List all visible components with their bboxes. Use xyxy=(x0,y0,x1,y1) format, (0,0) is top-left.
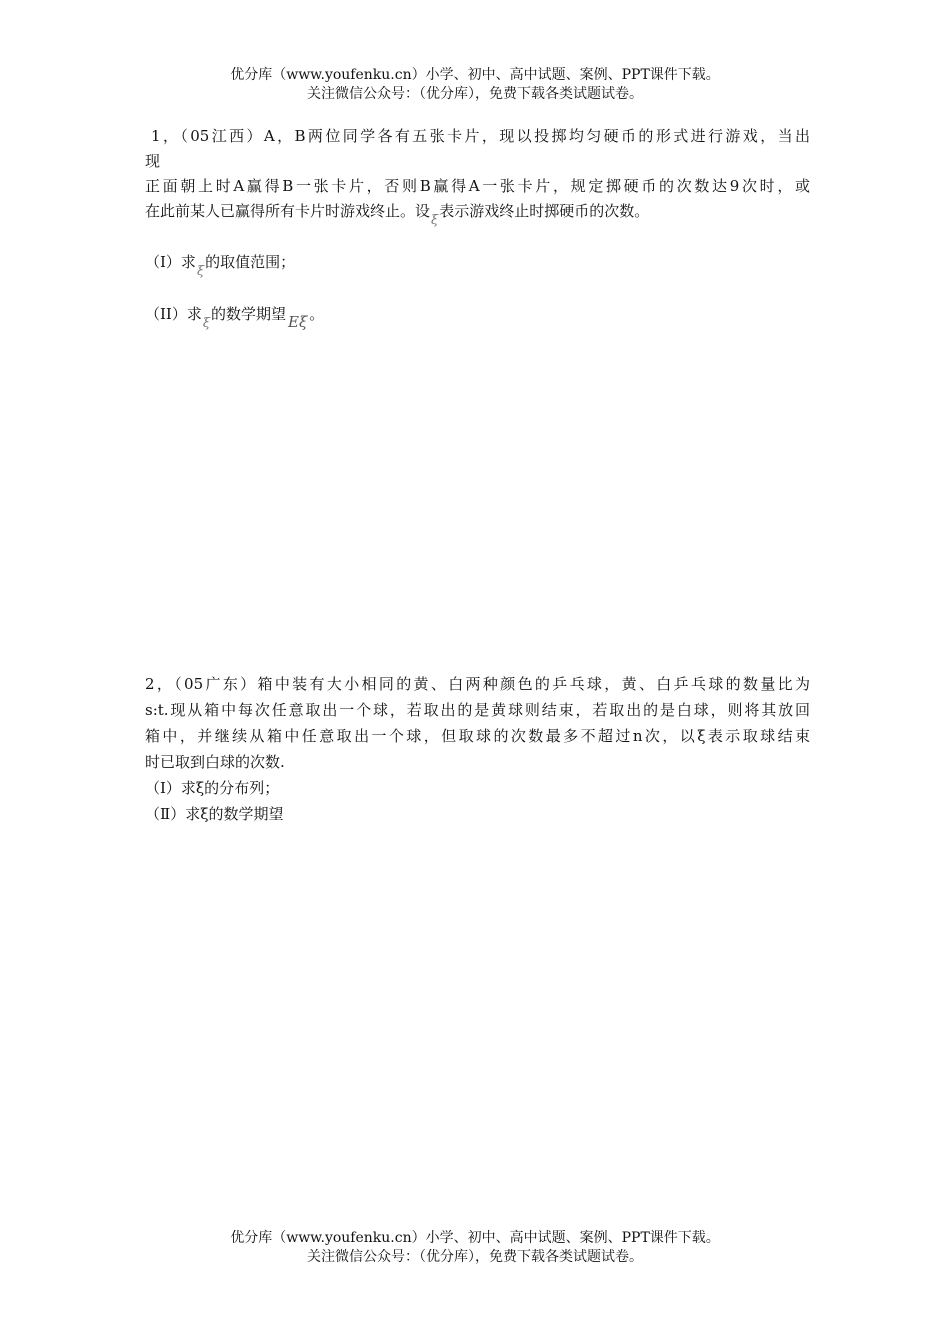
question-1-part-1-line xyxy=(145,250,810,279)
expectation-symbol: Eξ xyxy=(288,313,308,331)
part-2-end: 。 xyxy=(309,305,325,323)
xi-symbol: ξ xyxy=(196,264,205,279)
header-line-2: 关注微信公众号：（优分库），免费下载各类试题试卷。 xyxy=(307,86,643,102)
question-1-part-2 xyxy=(145,302,810,331)
question-1 xyxy=(145,124,810,228)
part-1-text: 的取值范围； xyxy=(205,253,296,271)
question-2-line-1: 2，（05广东）箱中装有大小相同的黄、白两种颜色的乒乓球，黄、白乒乓球的数量比为 xyxy=(145,675,810,693)
page-header xyxy=(0,66,950,104)
part-1-label: （I）求 xyxy=(145,253,196,271)
header-line-1: 优分库（www.youfenku.cn）小学、初中、高中试题、案例、PPT课件下载。 xyxy=(230,67,720,83)
question-1-line-4 xyxy=(145,199,810,228)
part-2-label: （II）求 xyxy=(145,305,202,323)
question-1-part-2-line xyxy=(145,302,810,331)
question-2-part-1: （Ⅰ）求ξ的分布列； xyxy=(145,779,280,797)
question-2-line-4: 时已取到白球的次数. xyxy=(145,753,285,771)
xi-symbol: ξ xyxy=(202,316,211,331)
xi-symbol: ξ xyxy=(431,213,439,228)
question-1-line-4-text-end: 表示游戏终止时掷硬币的次数。 xyxy=(439,202,650,220)
question-1-line-4-text: 在此前某人已赢得所有卡片时游戏终止。设 xyxy=(145,202,431,220)
question-2-part-2: （Ⅱ）求ξ的数学期望 xyxy=(145,805,284,823)
part-2-text: 的数学期望 xyxy=(211,305,287,323)
question-1-line-2: 现 xyxy=(145,152,161,170)
question-1-line-1: 1，（05江西）A，B两位同学各有五张卡片，现以投掷均匀硬币的形式进行游戏，当出 xyxy=(151,127,810,145)
question-1-line-3: 正面朝上时A赢得B一张卡片，否则B赢得A一张卡片，规定掷硬币的次数达9次时，或 xyxy=(145,177,810,195)
footer-line-2: 关注微信公众号：（优分库），免费下载各类试题试卷。 xyxy=(307,1249,643,1265)
footer-line-1: 优分库（www.youfenku.cn）小学、初中、高中试题、案例、PPT课件下载。 xyxy=(230,1230,720,1246)
question-2 xyxy=(145,671,810,827)
question-2-line-3: 箱中，并继续从箱中任意取出一个球，但取球的次数最多不超过n次，以ξ表示取球结束 xyxy=(145,727,810,745)
question-1-part-1 xyxy=(145,250,810,279)
question-2-line-2: s:t.现从箱中每次任意取出一个球，若取出的是黄球则结束，若取出的是白球，则将其放回 xyxy=(145,701,810,719)
page-footer xyxy=(0,1229,950,1267)
